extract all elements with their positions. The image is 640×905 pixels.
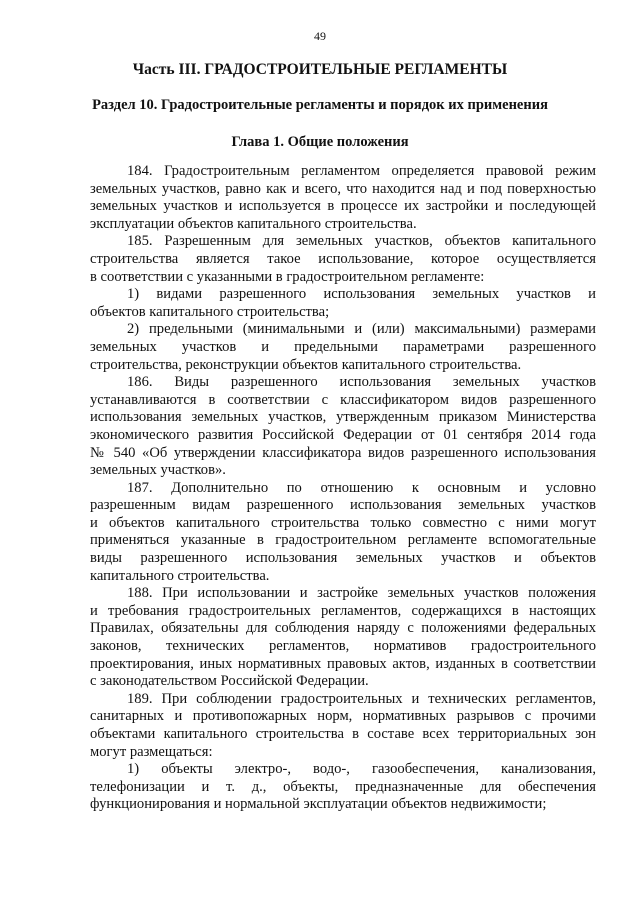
text-line: экономического развития Российской Федерации от 01 сентября 2014 года (90, 426, 596, 443)
text-line: № 540 «Об утверждении классификатора видов разрешенного использования (90, 444, 596, 461)
text-line: 188. При использовании и застройке земельных участков положения (127, 585, 596, 602)
text-line: телефонизации и т. д., объекты, предназначенные для обеспечения (90, 778, 596, 795)
text-line: применяться указанные в градостроительном регламенте вспомогательные (90, 532, 596, 549)
text-line: земельных участков, равно как и всего, что находится над и под поверхностью (90, 180, 596, 197)
text-line: 1) объекты электро-, водо-, газообеспечения, канализования, (127, 761, 596, 778)
text-line: строительства, реконструкции объектов капитального строительства. (90, 356, 522, 373)
text-line: строительства является такое использование, которое осуществляется (90, 250, 596, 267)
text-line: законов, технических регламентов, нормативов градостроительного (90, 638, 596, 655)
text-line: объектов капитального строительства; (90, 303, 330, 320)
text-line: капитального строительства. (90, 567, 270, 584)
text-line: 186. Виды разрешенного использования земельных участков (127, 374, 596, 391)
text-line: могут размещаться: (90, 743, 213, 760)
text-line: в соответствии с указанными в градостроительном регламенте: (90, 268, 485, 285)
text-line: использования земельных участков, утвержденным приказом Министерства (90, 409, 596, 426)
text-line: земельных участков и используется в процессе их застройки и последующей (90, 198, 596, 215)
text-line: земельных участков и предельными параметрами разрешенного (90, 338, 596, 355)
text-line: и объектов капитального строительства только совместно с ними могут (90, 514, 596, 531)
text-line: функционирования и нормальной эксплуатации объектов недвижимости; (90, 796, 547, 813)
text-line: санитарных и противопожарных норм, нормативных разрывов с прочими (90, 708, 596, 725)
text-line: разрешенным видам разрешенного использования земельных участков (90, 497, 596, 514)
text-line: Правилах, обязательны для соблюдения наряду с положениями федеральных (90, 620, 596, 637)
text-line: 187. Дополнительно по отношению к основным и условно (127, 479, 596, 496)
chapter-heading: Глава 1. Общие положения (231, 134, 409, 150)
text-line: 185. Разрешенным для земельных участков, объектов капитального (127, 233, 596, 250)
text-line: земельных участков». (90, 462, 226, 479)
text-line: 189. При соблюдении градостроительных и технических регламентов, (127, 690, 596, 707)
section-heading: Раздел 10. Градостроительные регламенты и порядок их применения (92, 97, 548, 113)
text-line: 2) предельными (минимальными и (или) максимальными) размерами (127, 321, 596, 338)
body-text (90, 163, 596, 814)
part-heading: Часть III. ГРАДОСТРОИТЕЛЬНЫЕ РЕГЛАМЕНТЫ (132, 61, 508, 78)
page-number: 49 (314, 29, 326, 43)
text-line: с законодательством Российской Федерации. (90, 673, 369, 690)
text-line: эксплуатации объектов капитального строительства. (90, 215, 417, 232)
text-line: 1) видами разрешенного использования земельных участков и (127, 286, 596, 303)
text-line: объектами капитального строительства в составе всех территориальных зон (90, 726, 596, 742)
text-line: виды разрешенного использования земельных участков и объектов (90, 550, 596, 567)
text-line: проектирования, иных нормативных правовых актов, изданных в соответствии (90, 655, 596, 672)
text-line: 184. Градостроительным регламентом определяется правовой режим (127, 163, 596, 179)
text-line: и требования градостроительных регламентов, содержащихся в настоящих (90, 602, 596, 619)
text-line: устанавливаются в соответствии с классификатором видов разрешенного (90, 391, 596, 408)
